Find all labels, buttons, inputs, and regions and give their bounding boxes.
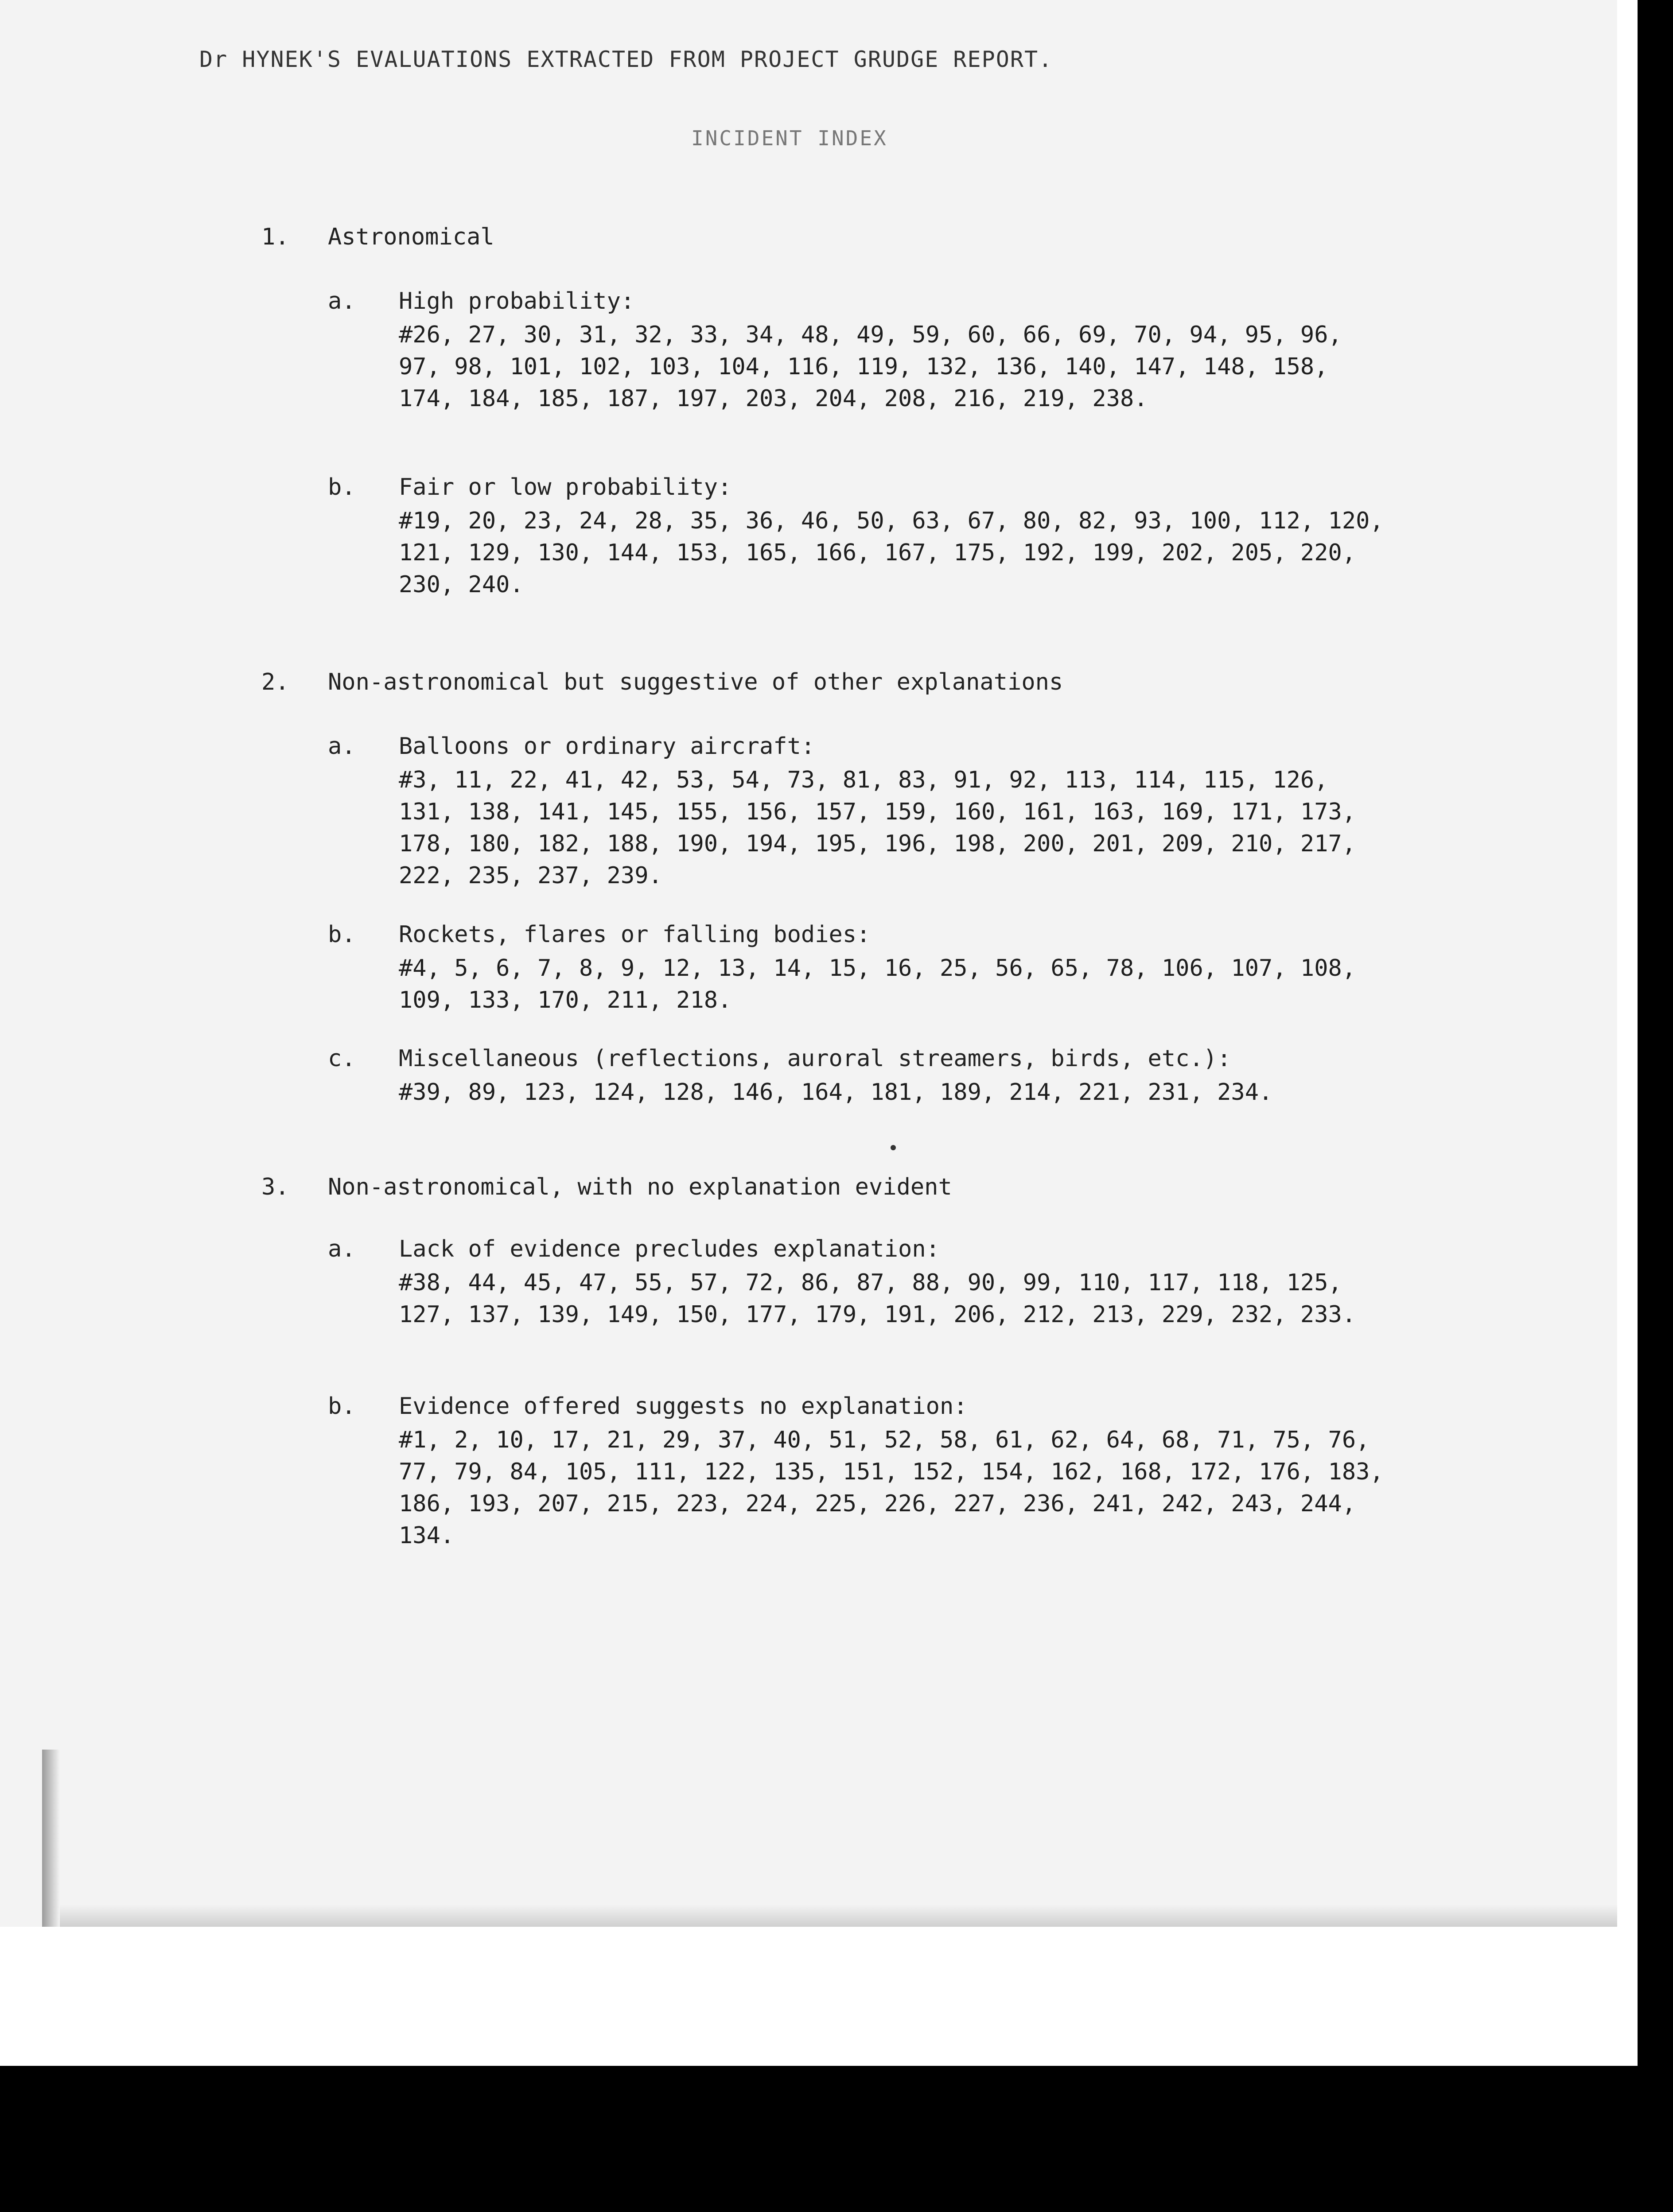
subsection-2a-incidents: #3, 11, 22, 41, 42, 53, 54, 73, 81, 83, 91, 92, 113, 114, 115, 126, 131, 138, 141, 145, 155, 156, 157, 159, 160, 161, 163, 169, 171, 173, 178, 180, 182, 188, 190, 194, 195, 196, 198, 200, 201, 209, 210, 217, 222, 235, 237, 239. [399, 767, 1356, 889]
subsection-title: Balloons or ordinary aircraft: [399, 733, 815, 760]
subsection-3a-incidents: #38, 44, 45, 47, 55, 57, 72, 86, 87, 88, 90, 99, 110, 117, 118, 125, 127, 137, 139, 149, 150, 177, 179, 191, 206, 212, 213, 229, 232, 233. [399, 1269, 1356, 1328]
document-header: Dr HYNEK'S EVALUATIONS EXTRACTED FROM PROJECT GRUDGE REPORT. [199, 47, 1053, 72]
subsection-title: Evidence offered suggests no explanation: [399, 1393, 968, 1420]
subsection-title: Fair or low probability: [399, 474, 732, 501]
subsection-2b-heading [328, 921, 870, 948]
subsection-letter: a. [328, 1236, 356, 1262]
subsection-letter: a. [328, 288, 356, 314]
subsection-3b-heading [328, 1393, 968, 1420]
section-number: 2. [261, 669, 289, 695]
subsection-title: Lack of evidence precludes explanation: [399, 1236, 940, 1262]
section-title: Astronomical [328, 224, 494, 250]
subsection-1b-heading [328, 474, 731, 501]
subsection-2c-heading [328, 1045, 1231, 1072]
stray-mark [891, 1145, 896, 1150]
section-1-heading [261, 224, 494, 250]
subsection-title: Rockets, flares or falling bodies: [399, 921, 871, 948]
subsection-2c-incidents: #39, 89, 123, 124, 128, 146, 164, 181, 189, 214, 221, 231, 234. [399, 1079, 1273, 1106]
document-subheader: INCIDENT INDEX [691, 126, 888, 150]
subsection-1a-incidents: #26, 27, 30, 31, 32, 33, 34, 48, 49, 59, 60, 66, 69, 70, 94, 95, 96, 97, 98, 101, 102, 103, 104, 116, 119, 132, 136, 140, 147, 148, 158, 174, 184, 185, 187, 197, 203, 204, 208, 216, 219, 238. [399, 322, 1342, 412]
subsection-1a-heading [328, 288, 634, 314]
subsection-2a-heading [328, 733, 815, 760]
subsection-letter: a. [328, 733, 356, 760]
section-number: 3. [261, 1174, 289, 1200]
subsection-2b-incidents: #4, 5, 6, 7, 8, 9, 12, 13, 14, 15, 16, 25, 56, 65, 78, 106, 107, 108, 109, 133, 170, 211, 218. [399, 955, 1356, 1013]
film-border-right [1638, 0, 1673, 2212]
subsection-letter: b. [328, 921, 356, 948]
section-title: Non-astronomical, with no explanation evident [328, 1174, 952, 1200]
subsection-letter: b. [328, 474, 356, 501]
section-2-heading [261, 669, 1063, 695]
subsection-letter: b. [328, 1393, 356, 1420]
subsection-3a-heading [328, 1236, 940, 1262]
subsection-title: High probability: [399, 288, 635, 314]
section-3-heading [261, 1174, 952, 1200]
film-border-bottom [0, 2066, 1673, 2212]
section-title: Non-astronomical but suggestive of other explanations [328, 669, 1063, 695]
subsection-3b-incidents: #1, 2, 10, 17, 21, 29, 37, 40, 51, 52, 58, 61, 62, 64, 68, 71, 75, 76, 77, 79, 84, 105, 111, 122, 135, 151, 152, 154, 162, 168, 172, 176, 183, 186, 193, 207, 215, 223, 224, 225, 226, 227, 236, 241, 242, 243, 244, 134. [399, 1427, 1384, 1549]
subsection-1b-incidents: #19, 20, 23, 24, 28, 35, 36, 46, 50, 63, 67, 80, 82, 93, 100, 112, 120, 121, 129, 130, 144, 153, 165, 166, 167, 175, 192, 199, 202, 205, 220, 230, 240. [399, 508, 1384, 598]
subsection-title: Miscellaneous (reflections, auroral streamers, birds, etc.): [399, 1045, 1231, 1072]
subsection-letter: c. [328, 1045, 356, 1072]
section-number: 1. [261, 224, 289, 250]
